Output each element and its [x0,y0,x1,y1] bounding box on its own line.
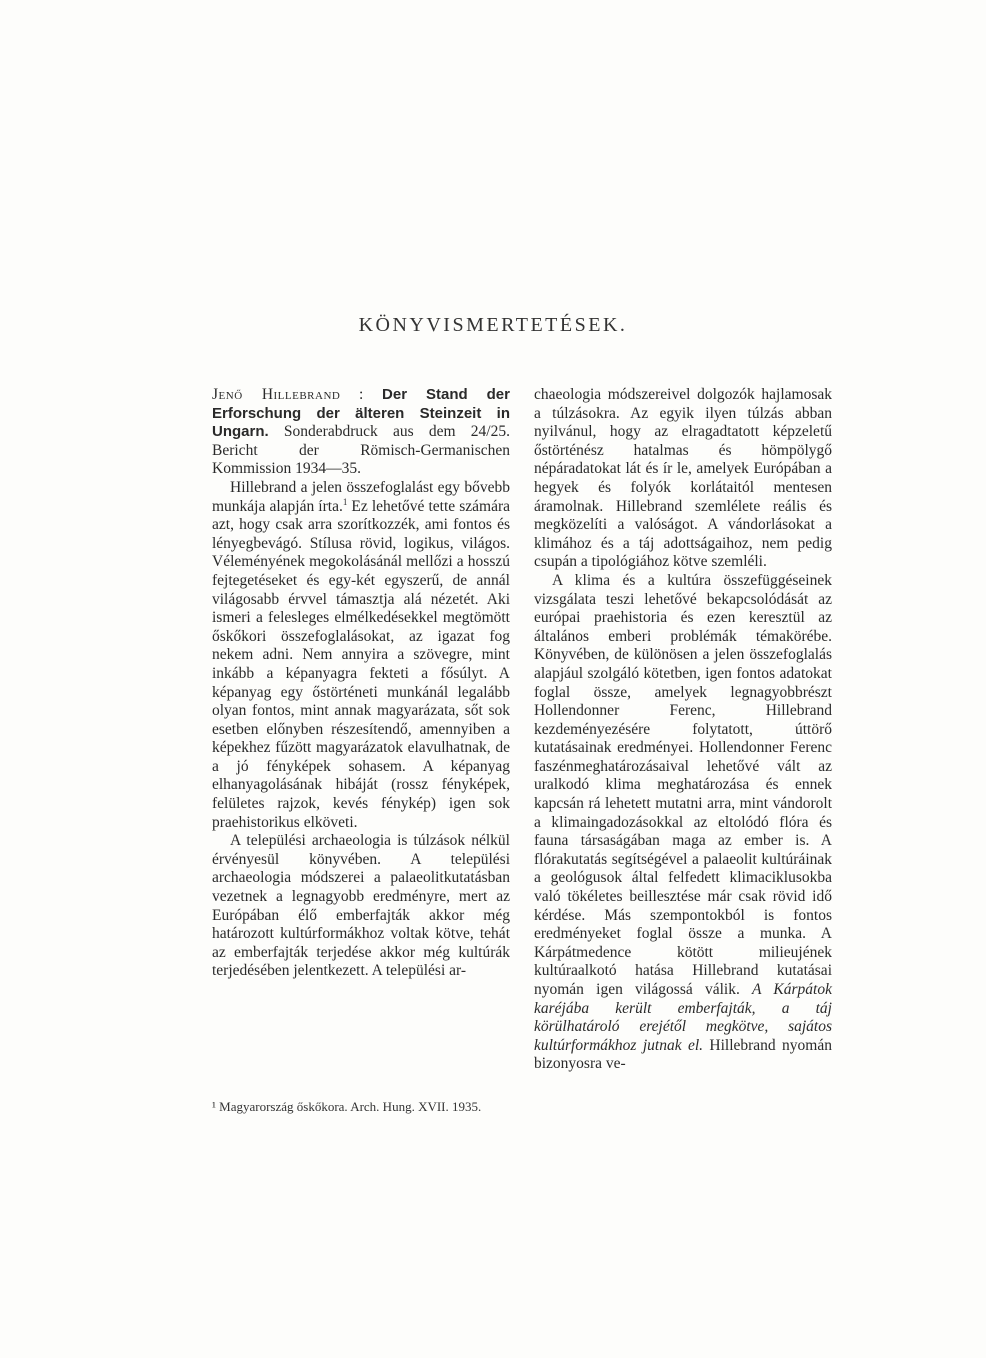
left-p1-text-b: Ez lehetővé tette számára azt, hogy csak arra szorítkozzék, ami fontos és lényegbevágó. Stílusa rövid, logikus, világos. Véleményének megokolásánál mellőzi a hosszú fejtegetéseket és egy-két egyszerű, de annál világosabb érvvel támasztja alá nézetét. Aki ismeri a felesleges elmélkedésekkel megtömött őskőkori összefoglalásokat, az igazat fog nekem adni. Nem annyira a szövegre, mint inkább a képanyagra fekteti a fősúlyt. A képanyag egy őstörténeti munkánál legalább olyan fontos, mint annak magyarázata, sőt sok esetben előnyben részesítendő, amennyiben a képekhez fűzött magyarázatok elavulhatnak, de a jó fényképek sohasem. A képanyag elhanyagolásának hibáját (rossz fényképek, felületes rajzok, kevés fénykép) igen sok praehistorikus elköveti. [212,497,511,831]
left-paragraph-2: A települési archaeologia is túlzások nélkül érvényesül könyvében. A települési archaeologia módszerei a palaeolitkutatásban vezetnek a legnagyobb eredményre, mert az Európában élő emberfajták akkor még határozott kultúrformákhoz voltak kötve, tehát az emberfajták terjedése akkor még kultúrák terjedésében jelentkezett. A települési ar- [212,832,510,980]
page-title: KÖNYVISMERTETÉSEK. [358,314,628,336]
footnote-ref: 1 [342,496,348,507]
right-p2-text-b: Hillebrand nyomán bizonyosra ve- [534,1036,832,1073]
right-p2-italic: A Kárpátok karéjába került emberfajták, a táj körülhatároló erejétől megkötve, sajátos kultúrformákhoz jutnak el. [534,981,832,1054]
author-separator: : [340,386,383,403]
book-title: Der Stand der Erforschung der älteren Steinzeit in Ungarn. [212,386,510,441]
book-citation: Sonderabdruck aus dem 24/25. Bericht der Römisch-Germanischen Kommission 1934—35. [212,423,510,478]
left-column [212,386,510,981]
review-author: Jenő Hillebrand [212,386,341,403]
right-column [534,386,832,1074]
right-p2-text-a: A klima és a kultúra összefüggéseinek vizsgálata teszi lehetővé bekapcsolódását az európai praehistoria és ezen keresztül az általános emberi problémák témakörébe. Könyvében, de különösen a jelen összefoglalás alapjául szolgáló kötetben, igen fontos adatokat foglal össze, amelyek legnagyobbrészt Hollendonner Ferenc, Hillebrand kezdeményezésére folytatott, úttörő kutatásainak eredményei. Hollendonner Ferenc faszénmeghatározásaival lehetővé vált az uralkodó klima meghatározása és ennek kapcsán rá lehetett mutatni arra, mint vándorolt a klimaingadozásokkal az eltolódó flóra és fauna társaságában maga az ember is. A flórakutatás segítségével a palaeolit kultúráinak a geológusok által felfedett klimaciklusokba való tökéletes beillesztése már csak rövid idő kérdése. Más szempontokból is fontos eredményeket foglal össze a munka. A Kárpátmedence kötött milieujének kultúraalkotó hatása Hillebrand kutatásai nyomán igen világossá válik. [534,571,832,998]
right-paragraph-2 [534,572,832,1074]
left-p1-text-a: Hillebrand a jelen összefoglalást egy bővebb munkája alapján írta. [212,478,510,515]
left-paragraph-1 [212,479,510,832]
footnote: ¹ Magyarország őskőkora. Arch. Hung. XVII. 1935. [212,1099,482,1114]
right-paragraph-1: chaeologia módszereivel dolgozók hajlamosak a túlzásokra. Az egyik ilyen túlzás abban nyilvánul, hogy az elragadtatott képzeletű őstörténész hatalmas és hömpölygő népáradatokat lát és ír le, amelyek Európában a hegyek és folyók korlátaitól mentesen áramolnak. Hillebrand szemlélete reális és megközelíti a valóságot. A vándorlásokat a klimához és a táj adottságaihoz, nem pedig csupán a tipológiához kötve szemléli. [534,386,832,571]
review-header [212,386,510,479]
